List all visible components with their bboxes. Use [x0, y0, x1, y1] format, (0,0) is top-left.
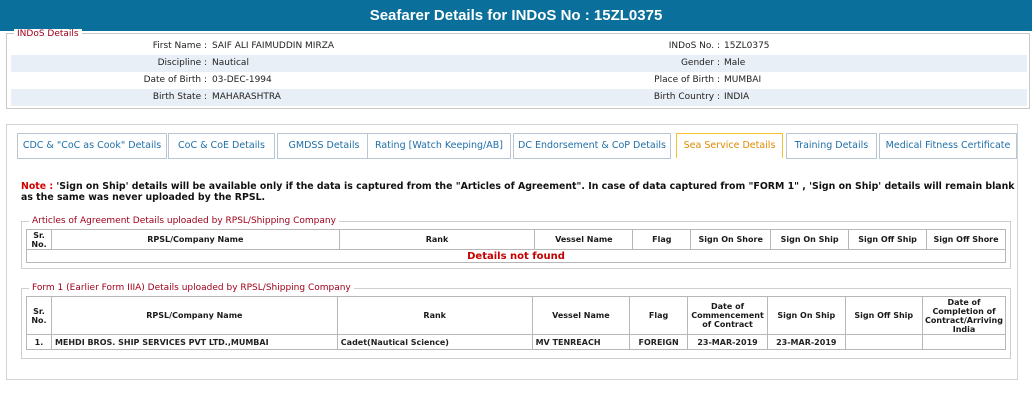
details-not-found-message: Details not found	[27, 250, 1006, 263]
note-label: Note :	[21, 181, 54, 192]
cell-date-commencement: 23-MAR-2019	[688, 335, 768, 350]
dob-label: Date of Birth :	[143, 75, 207, 85]
cell-company: MEHDI BROS. SHIP SERVICES PVT LTD.,MUMBAI	[51, 335, 337, 350]
col-sign-on-ship: Sign On Ship	[771, 230, 849, 250]
cell-rank: Cadet(Nautical Science)	[337, 335, 532, 350]
col-vessel: Vessel Name	[535, 230, 633, 250]
tab-medical-fitness[interactable]: Medical Fitness Certificate	[879, 133, 1017, 159]
col-company: RPSL/Company Name	[51, 297, 337, 335]
indos-details-legend: INDoS Details	[14, 29, 82, 39]
birth-country-value: INDIA	[724, 92, 750, 102]
tab-sea-service[interactable]: Sea Service Details	[676, 133, 783, 159]
gender-value: Male	[724, 58, 746, 68]
articles-header-row	[27, 230, 1006, 250]
indos-no-value: 15ZL0375	[724, 41, 770, 51]
col-rank: Rank	[337, 297, 532, 335]
col-sr-no: Sr. No.	[27, 230, 52, 250]
col-rank: Rank	[339, 230, 535, 250]
col-sign-off-ship: Sign Off Ship	[849, 230, 927, 250]
dob-value: 03-DEC-1994	[212, 75, 272, 85]
cell-date-completion	[923, 335, 1006, 350]
cell-vessel: MV TENREACH	[532, 335, 630, 350]
form1-table	[26, 296, 1006, 350]
info-row-first-name	[11, 38, 1027, 55]
gender-label: Gender :	[680, 58, 720, 68]
place-of-birth-label: Place of Birth :	[654, 75, 720, 85]
tab-training[interactable]: Training Details	[786, 133, 877, 159]
col-flag: Flag	[630, 297, 688, 335]
col-sign-on-shore: Sign On Shore	[691, 230, 771, 250]
articles-of-agreement-section	[21, 216, 1011, 269]
articles-table	[26, 229, 1006, 263]
tab-coc-coe[interactable]: CoC & CoE Details	[168, 133, 275, 159]
note-text: 'Sign on Ship' details will be available only if the data is captured from the "Articles of Agreement". In case of data captured from "FORM 1" , 'Sign on Ship' details will remain blank as the same was never uploaded by the RPSL.	[21, 181, 1015, 203]
col-vessel: Vessel Name	[532, 297, 630, 335]
cell-sign-off-ship	[845, 335, 922, 350]
col-sr-no: Sr. No.	[27, 297, 52, 335]
col-date-completion: Date of Completion of Contract/Arriving India	[923, 297, 1006, 335]
tab-cdc-coc-cook[interactable]: CDC & "CoC as Cook" Details	[17, 133, 167, 159]
col-date-commencement: Date of Commencement of Contract	[688, 297, 768, 335]
col-sign-off-shore: Sign Off Shore	[927, 230, 1006, 250]
birth-state-value: MAHARASHTRA	[212, 92, 281, 102]
page-title: Seafarer Details for INDoS No : 15ZL0375	[0, 0, 1032, 31]
table-row	[27, 335, 1006, 350]
info-row-discipline	[11, 55, 1027, 72]
first-name-label: First Name :	[152, 41, 207, 51]
form1-header-row	[27, 297, 1006, 335]
tab-dc-endorsement-cop[interactable]: DC Endorsement & CoP Details	[513, 133, 671, 159]
place-of-birth-value: MUMBAI	[724, 75, 762, 85]
indos-no-label: INDoS No. :	[668, 41, 720, 51]
birth-state-label: Birth State :	[152, 92, 207, 102]
info-row-birth-state	[11, 89, 1027, 106]
cell-sign-on-ship: 23-MAR-2019	[768, 335, 846, 350]
discipline-value: Nautical	[212, 58, 249, 68]
tab-rating-watch-keeping[interactable]: Rating [Watch Keeping/AB]	[367, 133, 511, 159]
first-name-value: SAIF ALI FAIMUDDIN MIRZA	[212, 41, 335, 51]
indos-details-section	[6, 29, 1030, 109]
details-tabs-panel	[6, 124, 1018, 380]
col-company: RPSL/Company Name	[51, 230, 339, 250]
cell-sr-no: 1.	[27, 335, 52, 350]
cell-flag: FOREIGN	[630, 335, 688, 350]
col-flag: Flag	[633, 230, 691, 250]
tab-gmdss[interactable]: GMDSS Details	[277, 133, 371, 159]
sign-on-ship-note	[21, 181, 1017, 203]
articles-empty-row	[27, 250, 1006, 263]
form1-legend: Form 1 (Earlier Form IIIA) Details uploaded by RPSL/Shipping Company	[29, 283, 354, 293]
col-sign-on-ship: Sign On Ship	[768, 297, 846, 335]
col-sign-off-ship: Sign Off Ship	[845, 297, 922, 335]
form1-section	[21, 283, 1011, 359]
birth-country-label: Birth Country :	[653, 92, 720, 102]
discipline-label: Discipline :	[157, 58, 207, 68]
info-row-dob	[11, 72, 1027, 89]
articles-legend: Articles of Agreement Details uploaded by RPSL/Shipping Company	[29, 216, 339, 226]
